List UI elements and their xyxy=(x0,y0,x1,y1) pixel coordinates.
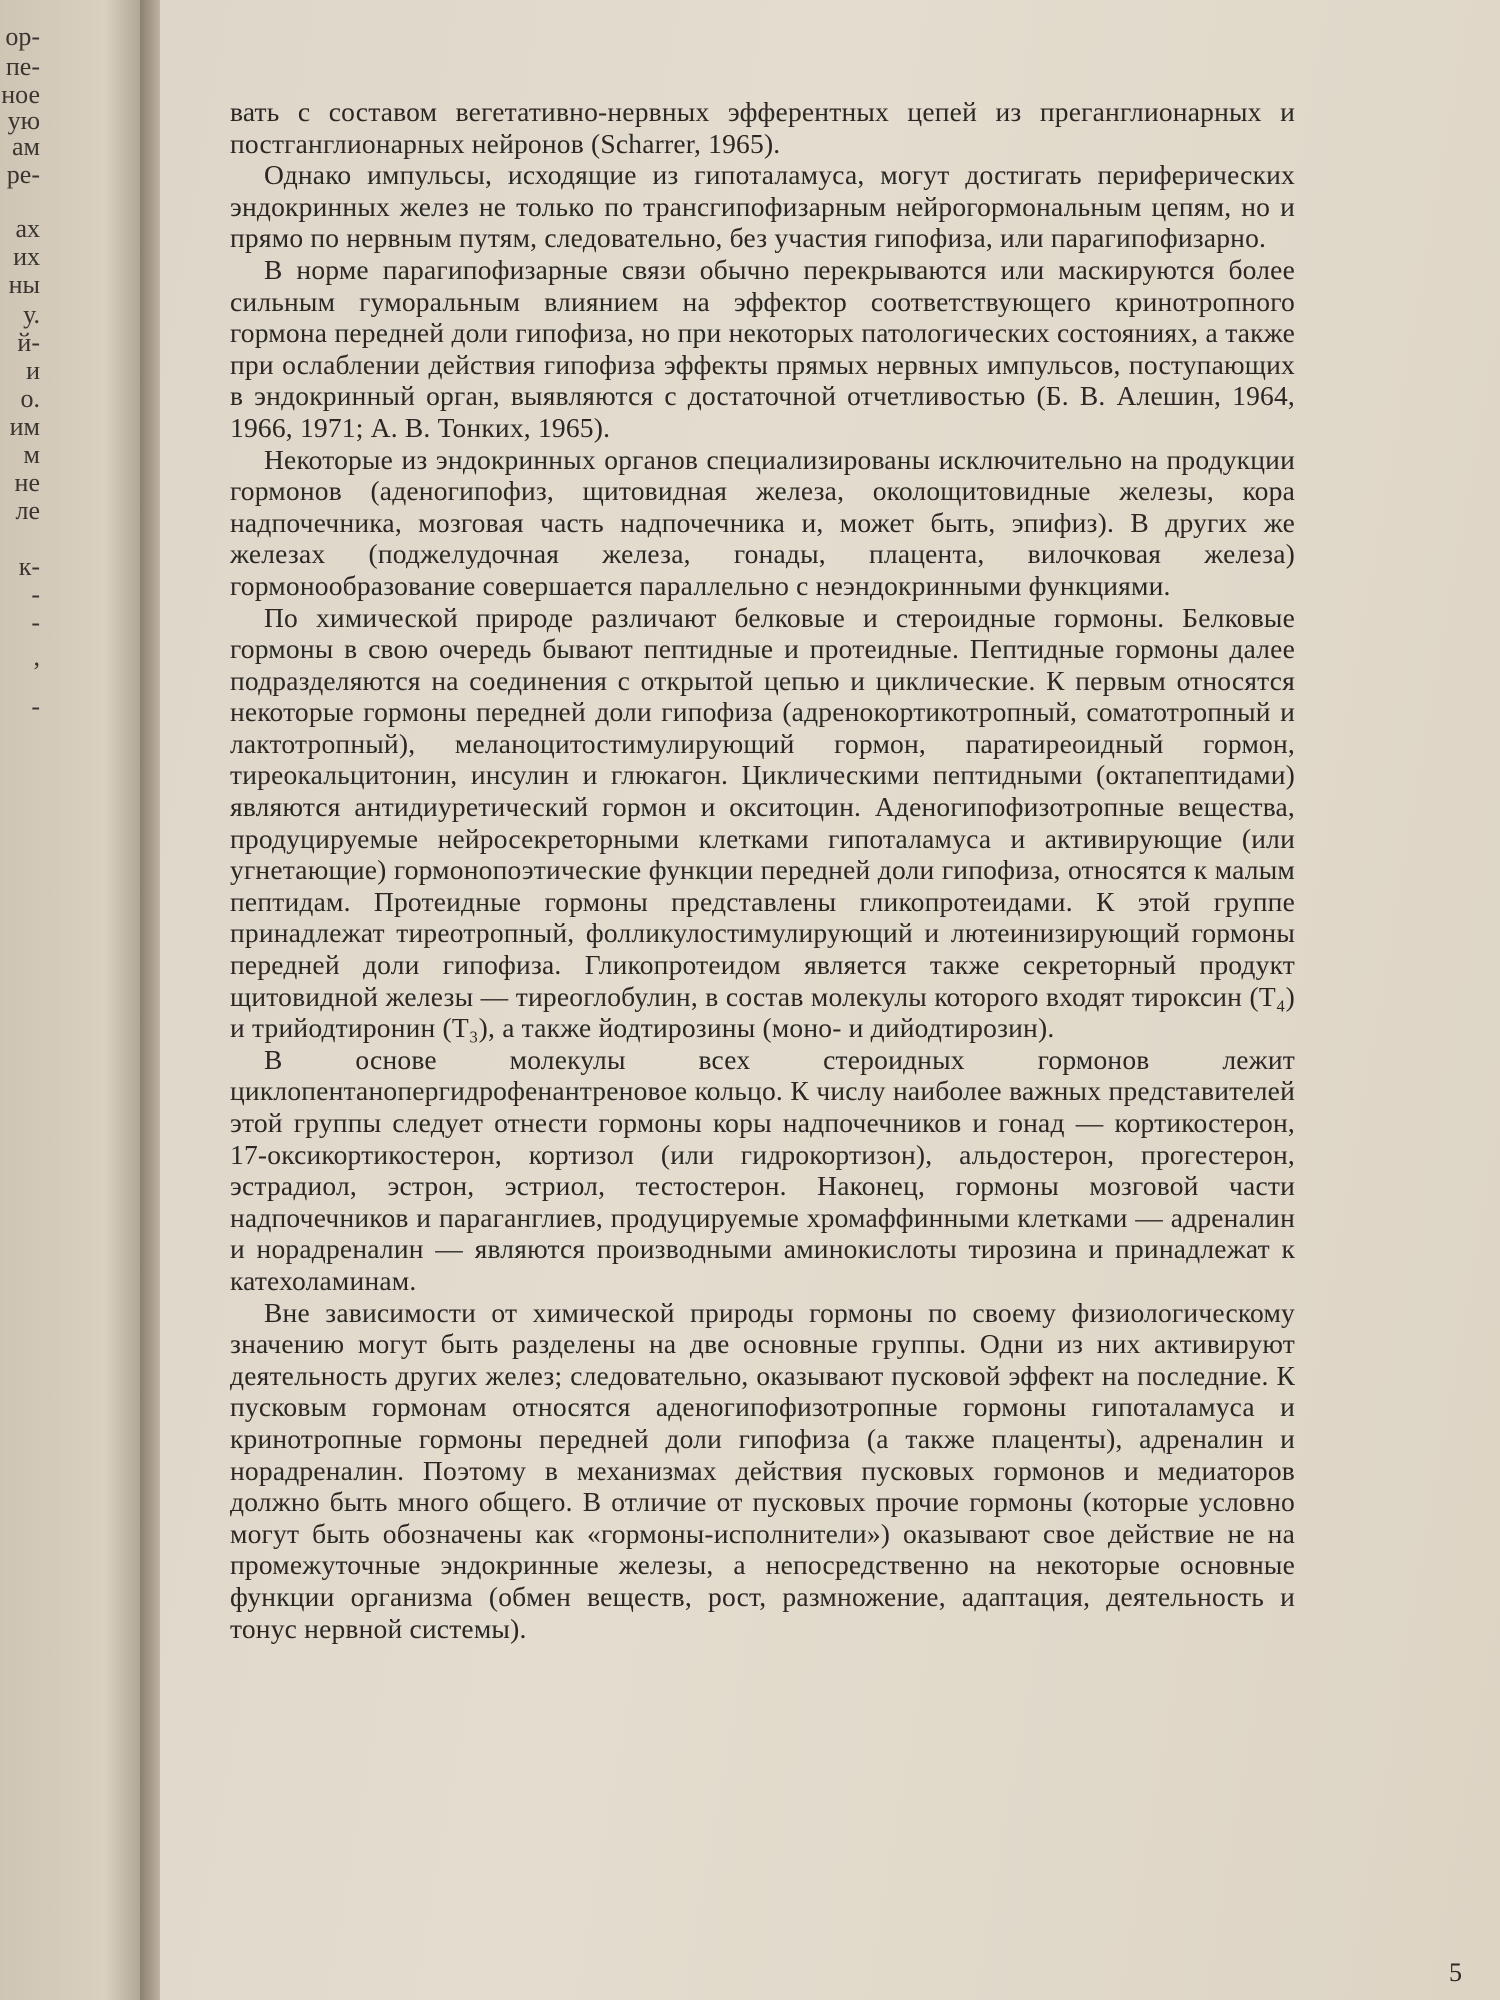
left-page-fragment: их xyxy=(13,242,40,271)
page-number: 5 xyxy=(1449,1958,1462,1987)
paragraph-2: Однако импульсы, исходящие из гипоталамуса, могут достигать периферических эндокринных желез не только по трансгипофизарным нейрогормональным цепям, но и прямо по нервным путям, следовательно, без участия гипофиза, или парагипофизарно. xyxy=(230,159,1295,254)
left-page-fragment: к- xyxy=(18,552,40,581)
left-page-fragment: ре- xyxy=(6,160,40,189)
left-page-fragment: - xyxy=(31,580,40,609)
left-page-fragment: не xyxy=(14,468,40,497)
left-page-fragment: ам xyxy=(12,132,40,161)
paragraph-7: Вне зависимости от химической природы гормоны по своему физиологическому значению могут быть разделены на две основные группы. Одни из них активируют деятельность других желез; следовательно, оказывают пусковой эффект на последние. К пусковым гормонам относятся аденогипофизотропные гормоны гипоталамуса и кринотропные гормоны передней доли гипофиза (а также плаценты), адреналин и норадреналин. Поэтому в механизмах действия пусковых гормонов и медиаторов должно быть много общего. В отличие от пусковых прочие гормоны (которые условно могут быть обозначены как «гормоны-исполнители») оказывают свое действие не на промежуточные эндокринные железы, а непосредственно на некоторые основные функции организма (обмен веществ, рост, размножение, адаптация, деятельность и тонус нервной системы). xyxy=(230,1296,1295,1644)
left-page-fragment: ны xyxy=(8,270,40,299)
left-page-fragment: , xyxy=(33,642,40,671)
left-page-fragment: - xyxy=(31,692,40,721)
left-page-fragment: ное xyxy=(1,80,40,109)
paragraph-4: Некоторые из эндокринных органов специализированы исключительно на продукции гормонов (аденогипофиз, щитовидная железа, околощитовидные железы, кора надпочечника, мозговая часть надпочечника и, может быть, эпифиз). В других же железах (поджелудочная железа, гонады, плацента, вилочковая железа) гормонообразование совершается параллельно с неэндокринными функциями. xyxy=(230,443,1295,601)
left-page-fragment: у. xyxy=(23,300,40,329)
left-page-fragment: пе- xyxy=(5,52,40,81)
left-page-fragment: ле xyxy=(15,496,40,525)
paragraph-3: В норме парагипофизарные связи обычно перекрываются или маскируются более сильным гуморальным влиянием на эффектор соответствующего кринотропного гормона передней доли гипофиза, но при некоторых патологических состояниях, а также при ослаблении действия гипофиза эффекты прямых нервных импульсов, поступающих в эндокринный орган, выявляются с достаточной отчетливостью (Б. В. Алешин, 1964, 1966, 1971; А. В. Тонких, 1965). xyxy=(230,253,1295,443)
left-page-fragment: й- xyxy=(17,328,40,357)
left-page-fragment: м xyxy=(23,440,40,469)
left-page-fragment: - xyxy=(31,608,40,637)
left-page-fragment: ах xyxy=(15,214,40,243)
paragraph-5: По химической природе различают белковые и стероидные гормоны. Белковые гормоны в свою очередь бывают пептидные и протеидные. Пептидные гормоны далее подразделяются на соединения с открытой цепью и циклические. К первым относятся некоторые гормоны передней доли гипофиза (адренокортикотропный, соматотропный и лактотропный), меланоцитостимулирующий гормон, паратиреоидный гормон, тиреокальцитонин, инсулин и глюкагон. Циклическими пептидными (октапептидами) являются антидиуретический гормон и окситоцин. Аденогипофизотропные вещества, продуцируемые нейросекреторными клетками гипоталамуса и активирующие (или угнетающие) гормонопоэтические функции передней доли гипофиза, относятся к малым пептидам. Протеидные гормоны представлены гликопротеидами. К этой группе принадлежат тиреотропный, фолликулостимулирующий и лютеинизирующий гормоны передней доли гипофиза. Гликопротеидом является также секреторный продукт щитовидной железы — тиреоглобулин, в состав молекулы которого входят тироксин (T₄) и трийодтиронин (T₃), а также йодтирозины (моно- и дийодтирозин). xyxy=(230,601,1295,1044)
left-page-edge xyxy=(0,0,150,2000)
paragraph-6: В основе молекулы всех стероидных гормонов лежит циклопентанопергидрофенантреновое кольцо. К числу наиболее важных представителей этой группы следует отнести гормоны коры надпочечников и гонад — кортикостерон, 17-оксикортикостерон, кортизол (или гидрокортизон), альдостерон, прогестерон, эстрадиол, эстрон, эстриол, тестостерон. Наконец, гормоны мозговой части надпочечников и параганглиев, продуцируемые хромаффинными клетками — адреналин и норадреналин — являются производными аминокислоты тирозина и принадлежат к катехоламинам. xyxy=(230,1043,1295,1296)
left-page-fragment: ую xyxy=(7,106,40,135)
left-page-fragment: о. xyxy=(20,384,40,413)
right-page xyxy=(160,0,1500,2000)
left-page-fragment: и xyxy=(26,356,40,385)
left-page-fragment: им xyxy=(9,412,40,441)
body-text xyxy=(230,96,1295,1644)
paragraph-1: вать с составом вегетативно-нервных эфферентных цепей из преганглионарных и постганглионарных нейронов (Scharrer, 1965). xyxy=(230,96,1295,159)
left-page-fragment: ор- xyxy=(5,22,40,51)
